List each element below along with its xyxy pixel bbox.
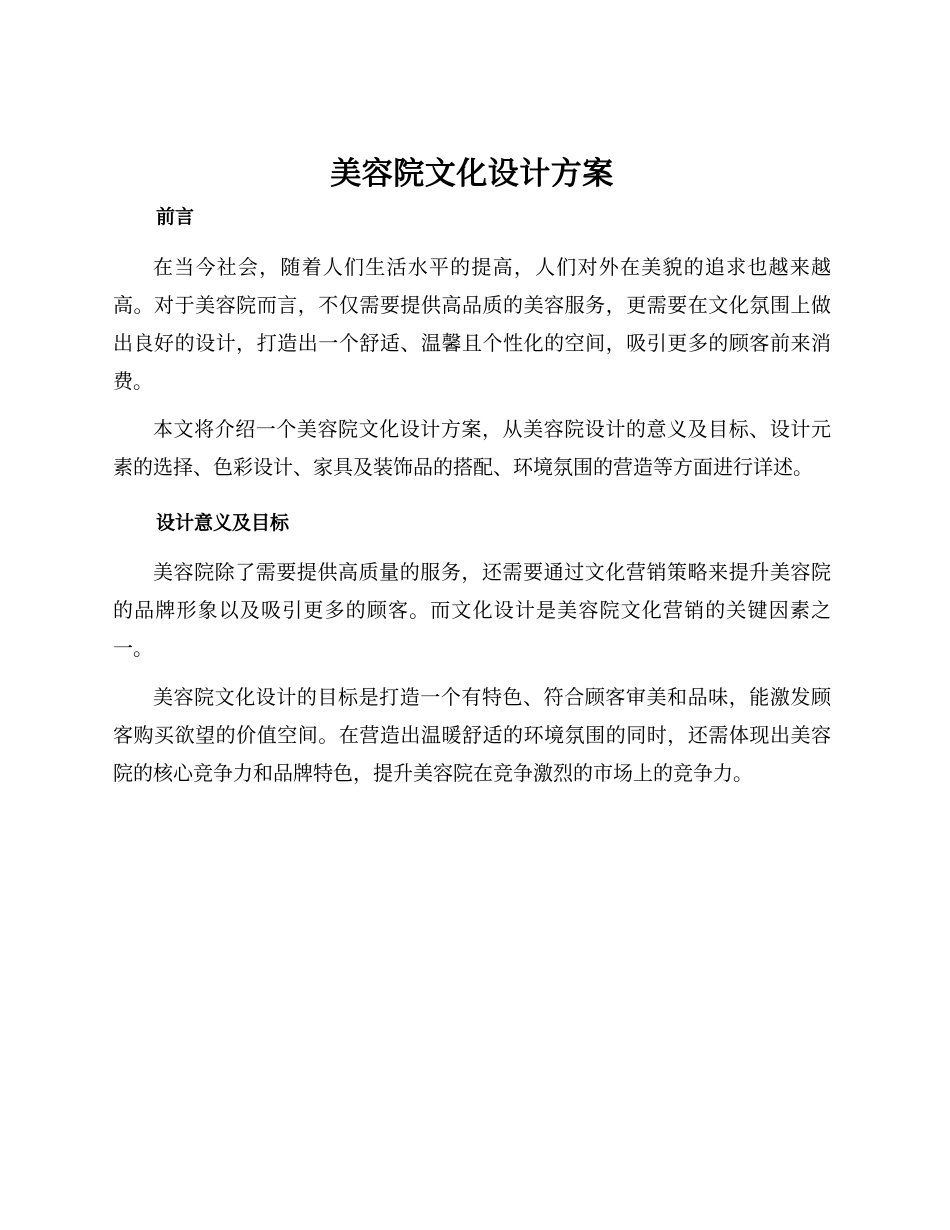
section-heading-significance-goals: 设计意义及目标 (156, 512, 290, 534)
significance-paragraph-1: 美容院除了需要提供高质量的服务，还需要通过文化营销策略来提升美容院的品牌形象以及吸引更多的顾客。而文化设计是美容院文化营销的关键因素之一。 (113, 560, 831, 660)
section-heading-preface: 前言 (156, 206, 195, 228)
document-page (113, 152, 831, 792)
preface-paragraph-1: 在当今社会，随着人们生活水平的提高，人们对外在美貌的追求也越来越高。对于美容院而言，不仅需要提供高品质的美容服务，更需要在文化氛围上做出良好的设计，打造出一个舒适、温馨且个性化的空间，吸引更多的顾客前来消费。 (113, 255, 831, 393)
document-title: 美容院文化设计方案 (330, 156, 614, 192)
significance-paragraph-2: 美容院文化设计的目标是打造一个有特色、符合顾客审美和品味，能激发顾客购买欲望的价值空间。在营造出温暖舒适的环境氛围的同时，还需体现出美容院的核心竞争力和品牌特色，提升美容院在竞争激烈的市场上的竞争力。 (113, 685, 831, 785)
preface-paragraph-2: 本文将介绍一个美容院文化设计方案，从美容院设计的意义及目标、设计元素的选择、色彩设计、家具及装饰品的搭配、环境氛围的营造等方面进行详述。 (113, 417, 831, 479)
